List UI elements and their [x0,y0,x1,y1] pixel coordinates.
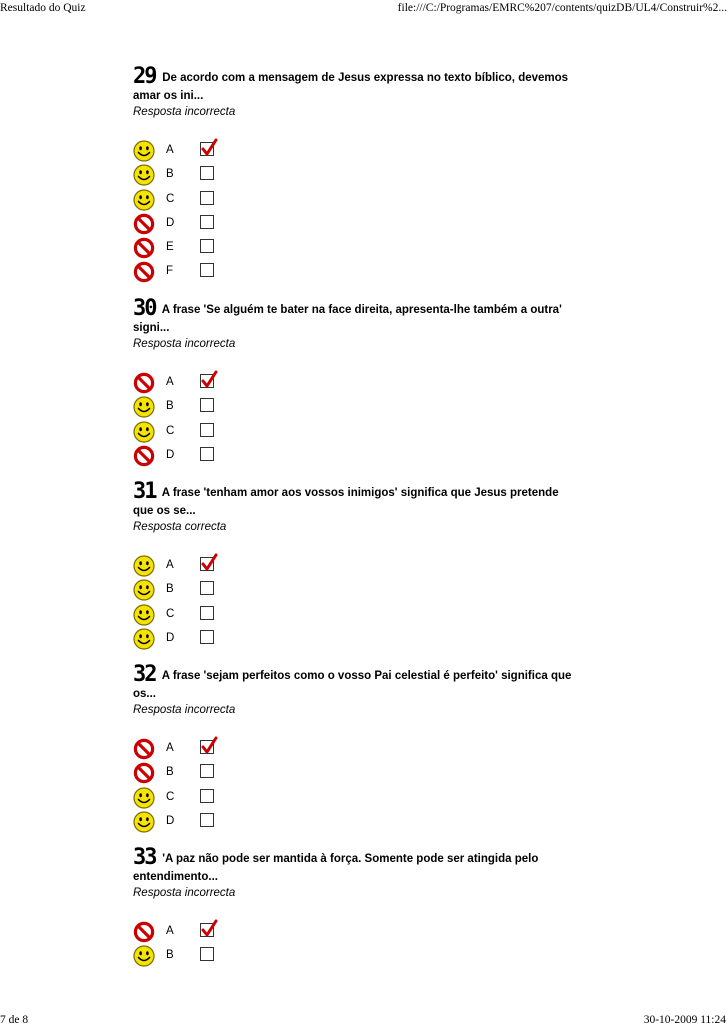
option-row [133,787,603,811]
prohibited-icon [133,213,155,235]
question-heading [133,66,603,105]
option-row [133,555,603,579]
option-label: B [166,583,174,596]
option-row [133,579,603,603]
answer-verdict: Resposta incorrecta [133,338,236,350]
smiley-icon [133,945,155,967]
empty-checkbox[interactable] [200,447,214,461]
options-list [133,738,603,835]
option-row [133,945,603,969]
page-header-url: file:///C:/Programas/EMRC%207/contents/quizDB/UL4/Construir%2... [397,2,727,14]
question-text-line1: A frase 'tenham amor aos vossos inimigos' significa que Jesus pretende [161,487,559,499]
option-row [133,372,603,396]
prohibited-icon [133,261,155,283]
checked-checkbox[interactable] [200,740,214,754]
empty-checkbox[interactable] [200,423,214,437]
empty-checkbox[interactable] [200,813,214,827]
option-label: C [166,424,175,437]
option-row [133,189,603,213]
option-label: A [166,742,174,754]
options-list [133,921,603,970]
question-block [133,481,603,652]
empty-checkbox[interactable] [200,947,214,961]
smiley-icon [133,164,155,186]
smiley-icon [133,189,155,211]
option-row [133,261,603,285]
page-header-title: Resultado do Quiz [0,2,86,14]
empty-checkbox[interactable] [200,239,214,253]
question-block [133,847,603,970]
option-row [133,762,603,786]
smiley-icon [133,421,155,443]
checked-checkbox[interactable] [200,923,214,937]
option-label: E [166,241,174,254]
option-label: F [166,265,174,278]
option-row [133,738,603,762]
empty-checkbox[interactable] [200,581,214,595]
option-label: B [166,766,174,779]
smiley-icon [133,811,155,833]
smiley-icon [133,604,155,626]
smiley-icon [133,140,155,162]
checked-checkbox[interactable] [200,142,214,156]
option-label: B [166,949,174,962]
smiley-icon [133,579,155,601]
option-label: D [166,216,175,229]
option-row [133,421,603,445]
answer-verdict: Resposta incorrecta [133,704,236,716]
option-label: C [166,607,175,620]
option-row [133,811,603,835]
question-text-line1: A frase 'Se alguém te bater na face direita, apresenta-lhe também a outra' [161,304,562,316]
option-label: A [166,144,174,156]
smiley-icon [133,628,155,650]
options-list [133,372,603,469]
question-text-line1: De acordo com a mensagem de Jesus expressa no texto bíblico, devemos [162,72,569,84]
empty-checkbox[interactable] [200,191,214,205]
checked-checkbox[interactable] [200,557,214,571]
prohibited-icon [133,372,155,394]
empty-checkbox[interactable] [200,789,214,803]
question-text-line2: os... [133,688,157,700]
prohibited-icon [133,762,155,784]
option-row [133,921,603,945]
smiley-icon [133,555,155,577]
option-row [133,237,603,261]
empty-checkbox[interactable] [200,764,214,778]
question-heading [133,847,603,886]
options-list [133,140,603,286]
option-label: D [166,448,175,461]
checked-checkbox[interactable] [200,374,214,388]
question-text-line2: entendimento... [133,871,218,883]
question-block [133,664,603,835]
question-text-line2: signi... [133,322,170,334]
smiley-icon [133,787,155,809]
question-number: 29 [133,66,156,84]
option-row [133,604,603,628]
prohibited-icon [133,738,155,760]
question-number: 33 [133,847,156,865]
question-text-line1: 'A paz não pode ser mantida à força. Somente pode ser atingida pelo [162,853,539,865]
option-label: A [166,925,174,937]
option-label: A [166,376,174,388]
page-footer-number: 7 de 8 [0,1014,29,1026]
option-label: D [166,631,175,644]
answer-verdict: Resposta correcta [133,521,227,533]
empty-checkbox[interactable] [200,263,214,277]
answer-verdict: Resposta incorrecta [133,106,236,118]
option-row [133,396,603,420]
empty-checkbox[interactable] [200,606,214,620]
page-footer-datetime: 30-10-2009 11:24 [643,1014,726,1026]
option-label: B [166,168,174,181]
question-block [133,298,603,469]
empty-checkbox[interactable] [200,166,214,180]
question-text-line2: amar os ini... [133,90,204,102]
option-row [133,445,603,469]
empty-checkbox[interactable] [200,398,214,412]
prohibited-icon [133,445,155,467]
question-number: 32 [133,664,156,682]
question-block [133,66,603,286]
option-label: A [166,559,174,571]
option-row [133,164,603,188]
smiley-icon [133,396,155,418]
question-heading [133,481,603,520]
question-text-line2: que os se... [133,505,196,517]
empty-checkbox[interactable] [200,630,214,644]
prohibited-icon [133,921,155,943]
question-text-line1: A frase 'sejam perfeitos como o vosso Pai celestial é perfeito' significa que [161,670,572,682]
question-number: 30 [133,298,156,316]
option-row [133,628,603,652]
option-label: C [166,192,175,205]
question-number: 31 [133,481,156,499]
question-heading [133,298,603,337]
option-label: B [166,400,174,413]
option-label: D [166,814,175,827]
option-row [133,213,603,237]
option-label: C [166,790,175,803]
empty-checkbox[interactable] [200,215,214,229]
options-list [133,555,603,652]
answer-verdict: Resposta incorrecta [133,887,236,899]
question-heading [133,664,603,703]
prohibited-icon [133,237,155,259]
option-row [133,140,603,164]
